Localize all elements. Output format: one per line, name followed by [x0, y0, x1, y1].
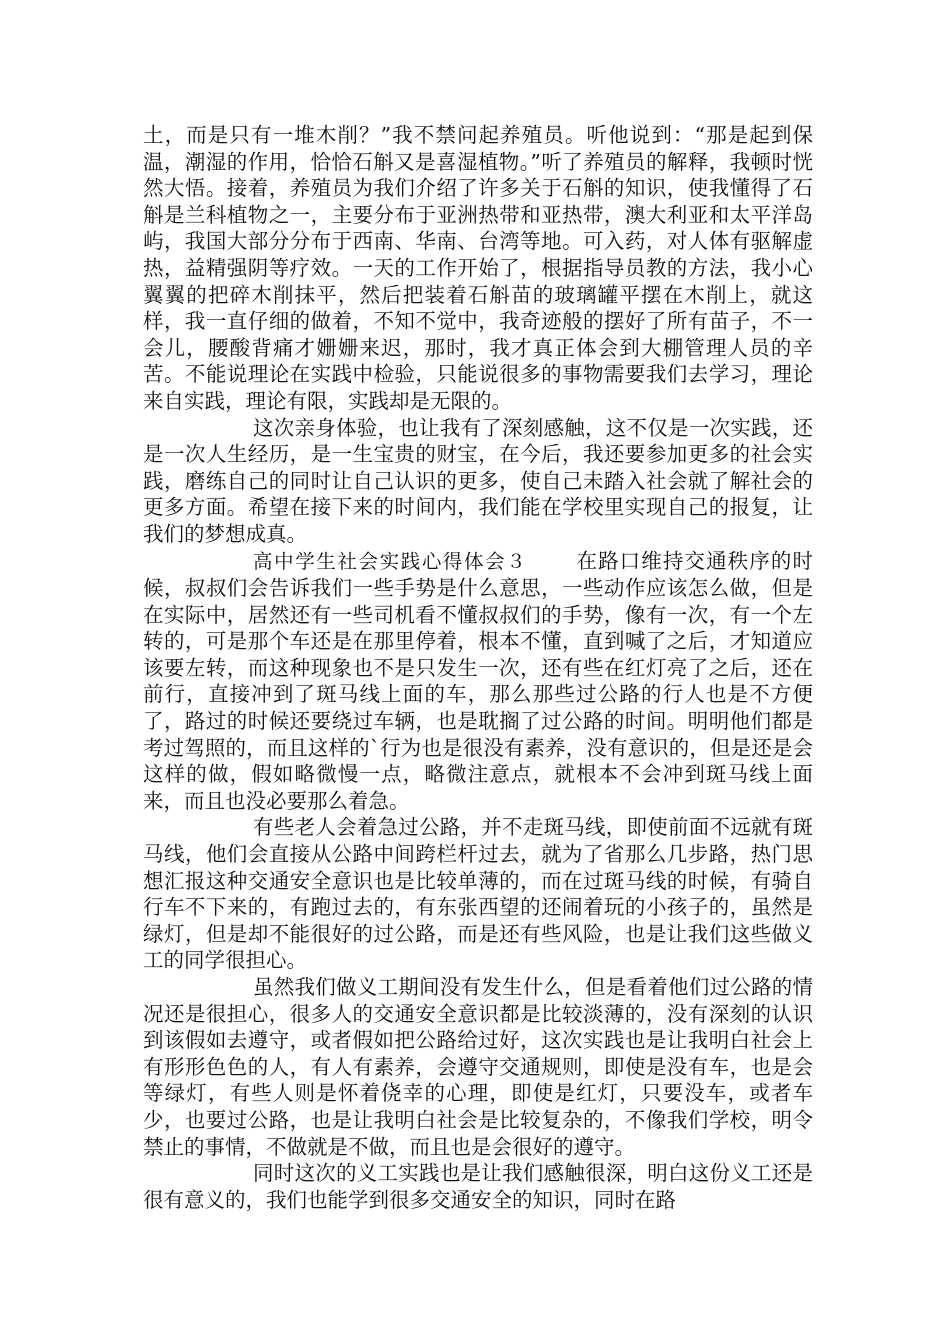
document-body: [143, 122, 813, 1213]
paragraph-reflection: 这次亲身体验，也让我有了深刻感触，这不仅是一次实践，还是一次人生经历，是一生宝贵的财宝，在今后，我还要参加更多的社会实践，磨练自己的同时让自己认识的更多，使自己未踏入社会就了解社会的更多方面。希望在接下来的时间内，我们能在学校里实现自己的报复，让我们的梦想成真。: [143, 415, 813, 546]
section-intro-paragraph: [143, 548, 813, 815]
paragraph-continued: 土，而是只有一堆木削？”我不禁问起养殖员。听他说到：“那是起到保温，潮湿的作用，恰恰石斛又是喜湿植物。”听了养殖员的解释，我顿时恍然大悟。接着，养殖员为我们介绍了许多关于石斛的知识，使我懂得了石斛是兰科植物之一，主要分布于亚洲热带和亚热带，澳大利亚和太平洋岛屿，我国大部分分布于西南、华南、台湾等地。可入药，对人体有驱解虚热，益精强阴等疗效。一天的工作开始了，根据指导员教的方法，我小心翼翼的把碎木削抹平，然后把装着石斛苗的玻璃罐平摆在木削上，就这样，我一直仔细的做着，不知不觉中，我奇迹般的摆好了所有苗子，不一会儿，腰酸背痛才姗姗来迟，那时，我才真正体会到大棚管理人员的辛苦。不能说理论在实践中检验，只能说很多的事物需要我们去学习，理论来自实践，理论有限，实践却是无限的。: [143, 123, 813, 413]
paragraph-elderly-crossing: 有些老人会着急过公路，并不走斑马线，即使前面不远就有斑马线，他们会直接从公路中间跨栏杆过去，就为了省那么几步路，热门思想汇报这种交通安全意识也是比较单薄的，而在过斑马线的时候，有骑自行车不下来的，有跑过去的，有东张西望的还闹着玩的小孩子的，虽然是绿灯，但是却不能很好的过公路，而是还有些风险，也是让我们这些做义工的同学很担心。: [143, 815, 813, 973]
section-first-paragraph: 在路口维持交通秩序的时候，叔叔们会告诉我们一些手势是什么意思，一些动作应该怎么做，但是在实际中，居然还有一些司机看不懂叔叔们的手势，像有一次，有一个左转的，可是那个车还是在那里停着，根本不懂，直到喊了之后，才知道应该要左转，而这种现象也不是只发生一次，还有些在红灯亮了之后，还在前行，直接冲到了斑马线上面的车，那么那些过公路的行人也是不方便了，路过的时候还要绕过车辆，也是耽搁了过公路的时间。明明他们都是考过驾照的，而且这样的`行为也是很没有素养，没有意识的，但是还是会这样的做，假如略微慢一点，略微注意点，就根本不会冲到斑马线上面来，而且也没必要那么着急。: [143, 548, 813, 813]
paragraph-volunteer-meaning: 同时这次的义工实践也是让我们感触很深，明白这份义工还是很有意义的，我们也能学到很多交通安全的知识，同时在路: [143, 1161, 813, 1212]
section-title: 高中学生社会实践心得体会３: [253, 549, 528, 573]
paragraph-safety-awareness: 虽然我们做义工期间没有发生什么，但是看着他们过公路的情况还是很担心，很多人的交通安全意识都是比较淡薄的，没有深刻的认识到该假如去遵守，或者假如把公路给过好，这次实践也是让我明白社会上有形形色色的人，有人有素养，会遵守交通规则，即使是没有车，也是会等绿灯，有些人则是怀着侥幸的心理，即使是红灯，只要没车，或者车少，也要过公路，也是让我明白社会是比较复杂的，不像我们学校，明令禁止的事情，不做就是不做，而且也是会很好的遵守。: [143, 975, 813, 1159]
